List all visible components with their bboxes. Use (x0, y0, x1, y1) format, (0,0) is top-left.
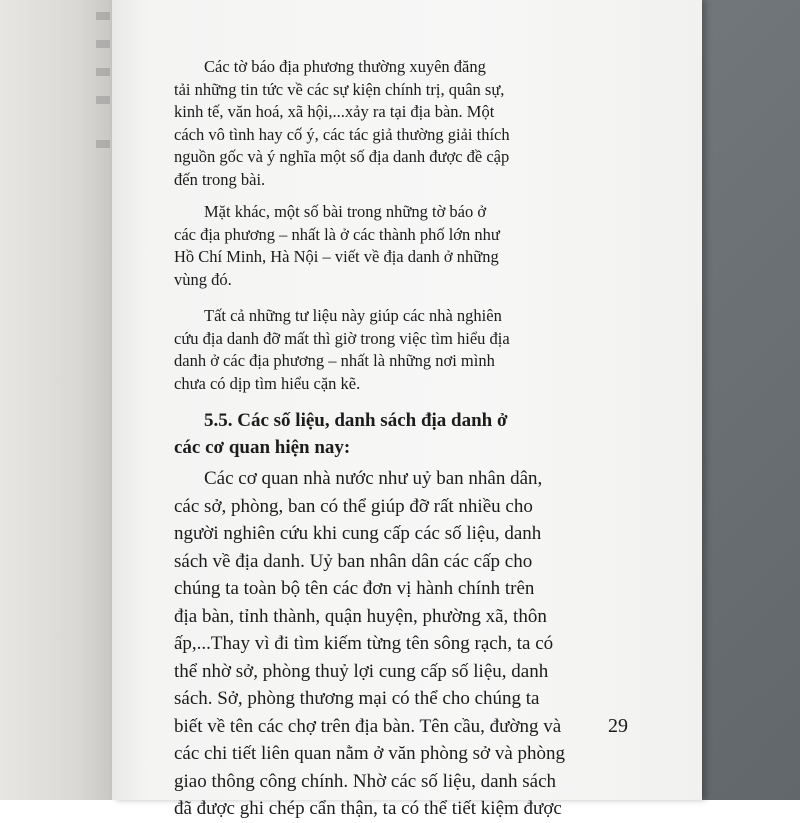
text-line: các chi tiết liên quan nằm ở văn phòng sở và phòng (174, 743, 566, 764)
paragraph-newspapers (174, 56, 668, 191)
left-page-edge (0, 0, 112, 800)
text-line: chúng ta toàn bộ tên các đơn vị hành chính trên (174, 578, 535, 599)
text-line: các sở, phòng, ban có thể giúp đỡ rất nhiều cho (174, 495, 533, 517)
heading-line: 5.5. Các số liệu, danh sách địa danh ở (204, 410, 508, 431)
text-line: Hồ Chí Minh, Hà Nội – viết về địa danh ở những (174, 247, 499, 266)
left-page-text-fragment (96, 140, 110, 148)
text-line: tải những tin tức về các sự kiện chính trị, quân sự, (174, 79, 505, 99)
text-line: người nghiên cứu khi cung cấp các số liệu, danh (174, 523, 542, 544)
section-heading (174, 407, 668, 461)
left-page-text-fragment (96, 40, 110, 48)
text-line: cách vô tình hay cố ý, các tác giả thường giải thích (174, 124, 510, 144)
text-line: Mặt khác, một số bài trong những tờ báo ở (204, 202, 487, 221)
left-page-text-fragment (96, 68, 110, 76)
page-number: 29 (608, 715, 628, 737)
text-line: sách về địa danh. Uỷ ban nhân dân các cấp cho (174, 550, 533, 572)
paragraph-local-articles (174, 201, 668, 291)
paragraph-agencies (174, 465, 668, 823)
text-line: cứu địa danh đỡ mất thì giờ trong việc tìm hiểu địa (174, 328, 510, 348)
left-page-text-fragment (96, 96, 110, 104)
left-page-text-fragment (96, 12, 110, 20)
text-line: nguồn gốc và ý nghĩa một số địa danh được đề cập (174, 147, 510, 166)
text-line: Các cơ quan nhà nước như uỷ ban nhân dân, (204, 468, 543, 489)
book-page (112, 0, 702, 819)
text-line: các địa phương – nhất là ở các thành phố lớn như (174, 224, 500, 244)
text-line: chưa có dịp tìm hiểu cặn kẽ. (174, 373, 361, 393)
text-line: Tất cả những tư liệu này giúp các nhà nghiên (204, 306, 502, 325)
paragraph-documents (174, 305, 668, 395)
text-line: ấp,...Thay vì đi tìm kiếm từng tên sông rạch, ta có (174, 633, 554, 654)
text-line: thể nhờ sở, phòng thuỷ lợi cung cấp số liệu, danh (174, 660, 549, 682)
text-line: biết về tên các chợ trên địa bàn. Tên cầu, đường và (174, 715, 562, 737)
text-line: Các tờ báo địa phương thường xuyên đăng (204, 57, 486, 76)
text-line: giao thông công chính. Nhờ các số liệu, danh sách (174, 770, 557, 792)
text-line: địa bàn, tỉnh thành, quận huyện, phường xã, thôn (174, 605, 547, 627)
text-line: vùng đó. (174, 269, 232, 289)
page-text (174, 0, 668, 823)
text-line: đã được ghi chép cẩn thận, ta có thể tiết kiệm được (174, 798, 562, 819)
text-line: sách. Sở, phòng thương mại có thể cho chúng ta (174, 688, 540, 709)
heading-line: các cơ quan hiện nay: (174, 437, 351, 458)
text-line: kinh tế, văn hoá, xã hội,...xảy ra tại địa bàn. Một (174, 102, 495, 121)
text-line: đến trong bài. (174, 169, 266, 189)
text-line: danh ở các địa phương – nhất là những nơi mình (174, 351, 495, 370)
